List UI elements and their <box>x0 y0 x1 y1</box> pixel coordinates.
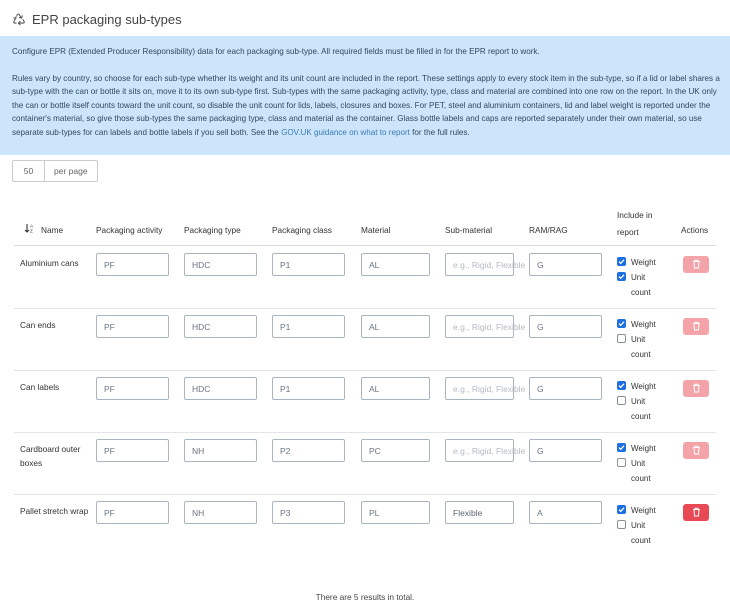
material-input[interactable]: AL <box>361 315 430 338</box>
unit-count-checkbox[interactable] <box>617 518 651 548</box>
unit-label: Unit <box>631 459 646 468</box>
activity-input[interactable]: PF <box>96 439 169 462</box>
weight-label: Weight <box>631 506 656 515</box>
ramrag-input[interactable]: G <box>529 439 602 462</box>
gov-uk-guidance-link[interactable]: GOV.UK guidance on what to report <box>281 127 410 137</box>
unit-count-checkbox[interactable] <box>617 394 651 424</box>
submaterial-input[interactable]: e.g., Rigid, Flexible <box>445 439 514 462</box>
unit-label: Unit <box>631 335 646 344</box>
checkbox-unchecked-icon[interactable] <box>617 334 626 343</box>
per-page-selector[interactable] <box>12 160 98 182</box>
material-input[interactable]: AL <box>361 377 430 400</box>
column-header-material: Material <box>361 225 391 235</box>
row-divider <box>14 494 716 495</box>
activity-input[interactable]: PF <box>96 377 169 400</box>
ramrag-input[interactable]: A <box>529 501 602 524</box>
row-divider <box>14 370 716 371</box>
per-page-value[interactable]: 50 <box>13 161 45 181</box>
info-intro: Configure EPR (Extended Producer Responsibility) data for each packaging sub-type. All required fields must be filled in for the EPR report to work. <box>12 47 540 56</box>
weight-checkbox[interactable] <box>617 503 656 518</box>
delete-button[interactable] <box>683 442 709 459</box>
unit-count-checkbox[interactable] <box>617 332 651 362</box>
column-header-include <box>617 208 653 240</box>
checkbox-checked-icon[interactable] <box>617 443 626 452</box>
delete-button[interactable] <box>683 256 709 273</box>
checkbox-checked-icon[interactable] <box>617 505 626 514</box>
weight-checkbox[interactable] <box>617 441 656 456</box>
checkbox-unchecked-icon[interactable] <box>617 396 626 405</box>
row-name: Aluminium cans <box>20 258 79 268</box>
checkbox-unchecked-icon[interactable] <box>617 458 626 467</box>
trash-icon <box>692 380 701 398</box>
unit-count-checkbox[interactable] <box>617 270 651 300</box>
page-header <box>12 8 182 30</box>
per-page-label: per page <box>54 166 88 176</box>
checkbox-unchecked-icon[interactable] <box>617 520 626 529</box>
row-name: Can ends <box>20 320 56 330</box>
unit-count-label <box>631 394 651 424</box>
submaterial-input[interactable]: e.g., Rigid, Flexible <box>445 377 514 400</box>
page-title: EPR packaging sub-types <box>32 11 182 27</box>
activity-input[interactable]: PF <box>96 315 169 338</box>
info-rules-text: Rules vary by country, so choose for each sub-type whether its weight and its unit count are included in the report. These settings apply to every stock item in the sub-type, so if a lid or label shares a sub-type with the can or bottle it sits on, move it to its own sub-type first. Sub-types with the same packaging activity, type, class and material are combined into one row on the report. In the UK only the can or bottle itself counts toward the unit count, so disable the unit count for lids, labels, closures and boxes. For PET, steel and aluminium containers, lid and label weight is reported under the container's material, so give those sub-types the same packaging type, class and material as the container. Glass bottle labels and caps are reported separately under their own material, so use separate sub-types for can labels and bottle labels if you sell both. See the <box>12 73 720 137</box>
weight-label: Weight <box>631 320 656 329</box>
column-header-name-label: Name <box>41 225 64 235</box>
recycle-icon <box>12 12 26 26</box>
column-header-ramrag: RAM/RAG <box>529 225 568 235</box>
row-name: Can labels <box>20 382 60 392</box>
column-header-activity: Packaging activity <box>96 225 163 235</box>
count-label: count <box>631 412 651 421</box>
unit-label: Unit <box>631 273 646 282</box>
weight-label: Weight <box>631 258 656 267</box>
row-divider <box>14 308 716 309</box>
weight-checkbox[interactable] <box>617 317 656 332</box>
delete-button[interactable] <box>683 380 709 397</box>
unit-label: Unit <box>631 397 646 406</box>
trash-icon <box>692 442 701 460</box>
submaterial-input[interactable]: Flexible <box>445 501 514 524</box>
weight-checkbox[interactable] <box>617 379 656 394</box>
material-input[interactable]: PC <box>361 439 430 462</box>
ramrag-input[interactable]: G <box>529 253 602 276</box>
class-input[interactable]: P1 <box>272 253 345 276</box>
type-input[interactable]: HDC <box>184 315 257 338</box>
count-label: count <box>631 474 651 483</box>
weight-checkbox[interactable] <box>617 255 656 270</box>
class-input[interactable]: P3 <box>272 501 345 524</box>
activity-input[interactable]: PF <box>96 501 169 524</box>
unit-count-label <box>631 332 651 362</box>
row-name: Pallet stretch wrap <box>20 506 89 516</box>
column-header-include-line1: Include in <box>617 210 653 220</box>
unit-count-label <box>631 518 651 548</box>
header-divider <box>14 245 716 246</box>
checkbox-checked-icon[interactable] <box>617 319 626 328</box>
results-count: There are 5 results in total. <box>315 592 415 602</box>
count-label: count <box>631 350 651 359</box>
submaterial-input[interactable]: e.g., Rigid, Flexible <box>445 253 514 276</box>
submaterial-input[interactable]: e.g., Rigid, Flexible <box>445 315 514 338</box>
column-header-include-line2: report <box>617 227 639 237</box>
row-name: Cardboard outer boxes <box>20 444 81 468</box>
class-input[interactable]: P1 <box>272 315 345 338</box>
column-header-class: Packaging class <box>272 225 332 235</box>
unit-label: Unit <box>631 521 646 530</box>
unit-count-label <box>631 270 651 300</box>
class-input[interactable]: P2 <box>272 439 345 462</box>
material-input[interactable]: PL <box>361 501 430 524</box>
weight-label: Weight <box>631 444 656 453</box>
activity-input[interactable]: PF <box>96 253 169 276</box>
trash-icon <box>692 318 701 336</box>
count-label: count <box>631 536 651 545</box>
column-header-name[interactable] <box>24 223 63 238</box>
type-input[interactable]: NH <box>184 501 257 524</box>
trash-icon <box>692 256 701 274</box>
svg-text:A: A <box>30 223 34 229</box>
sort-ascending-icon[interactable] <box>24 223 35 238</box>
type-input[interactable]: HDC <box>184 253 257 276</box>
type-input[interactable]: HDC <box>184 377 257 400</box>
material-input[interactable]: AL <box>361 253 430 276</box>
checkbox-checked-icon[interactable] <box>617 381 626 390</box>
ramrag-input[interactable]: G <box>529 315 602 338</box>
checkbox-checked-icon[interactable] <box>617 257 626 266</box>
info-banner <box>0 36 730 155</box>
svg-text:Z: Z <box>30 228 33 234</box>
info-rules-tail: for the full rules. <box>409 127 470 137</box>
ramrag-input[interactable]: G <box>529 377 602 400</box>
column-header-type: Packaging type <box>184 225 241 235</box>
unit-count-checkbox[interactable] <box>617 456 651 486</box>
class-input[interactable]: P1 <box>272 377 345 400</box>
info-rules <box>12 72 720 140</box>
row-divider <box>14 432 716 433</box>
checkbox-checked-icon[interactable] <box>617 272 626 281</box>
column-header-actions: Actions <box>681 225 709 235</box>
weight-label: Weight <box>631 382 656 391</box>
count-label: count <box>631 288 651 297</box>
type-input[interactable]: NH <box>184 439 257 462</box>
unit-count-label <box>631 456 651 486</box>
delete-button[interactable] <box>683 318 709 335</box>
trash-icon <box>692 504 701 522</box>
delete-button[interactable] <box>683 504 709 521</box>
column-header-submaterial: Sub-material <box>445 225 493 235</box>
